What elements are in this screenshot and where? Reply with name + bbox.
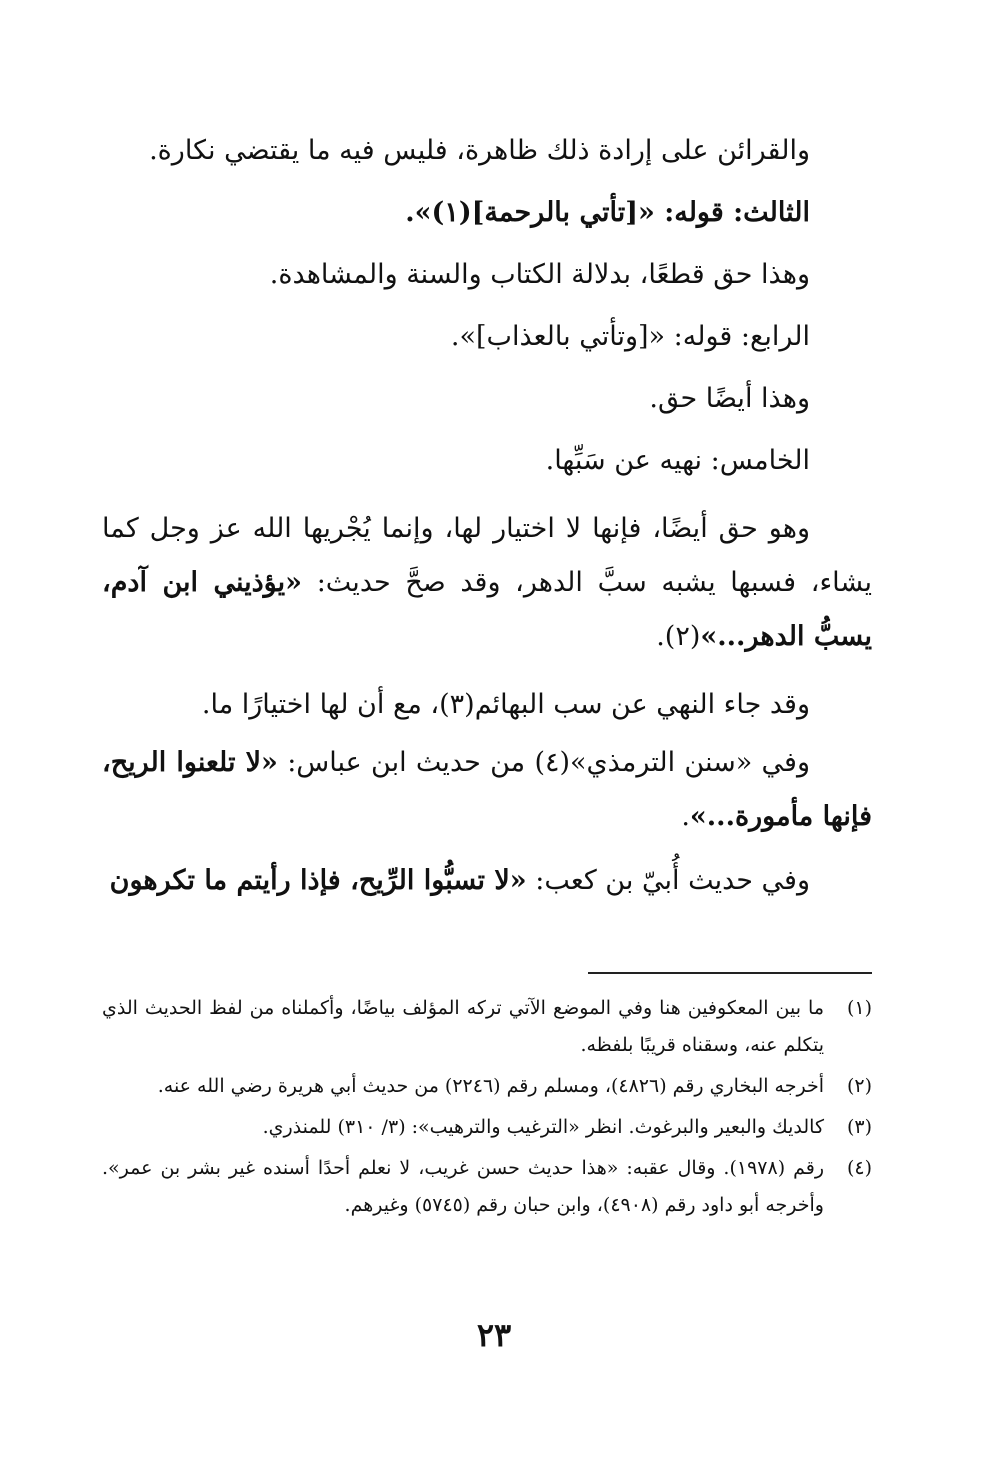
hadith-quote-2: «لا تلعنوا الريح، فإنها مأمورة...» — [102, 747, 872, 832]
text-line-4: الرابع: قوله: «[وتأتي بالعذاب]». — [450, 321, 810, 352]
page-number: ٢٣ — [476, 1316, 512, 1354]
text-line-5: وهذا أيضًا حق. — [649, 383, 810, 414]
paragraph-7-text: وهو حق أيضًا، فإنها لا اختيار لها، وإنما يُجْريها الله عز وجل كما يشاء، فسبها يشبه سبَّ الدهر، وقد صحَّ حديث: — [102, 513, 872, 598]
paragraph-10-text: وفي حديث أُبيّ بن كعب: — [526, 865, 810, 896]
paragraph-9 — [102, 736, 872, 844]
footnote-text: رقم (١٩٧٨). وقال عقبه: «هذا حديث حسن غريب، لا نعلم أحدًا أسنده غير بشر بن عمر». وأخرجه أبو داود رقم (٤٩٠٨)، وابن حبان رقم (٥٧٤٥) وغيرهم. — [102, 1157, 825, 1216]
footnote-text: كالديك والبعير والبرغوث. انظر «الترغيب والترهيب»: (٣/ ٣١٠) للمنذري. — [262, 1116, 824, 1138]
footnote-2 — [102, 1068, 872, 1105]
footnote-4 — [102, 1150, 872, 1224]
paragraph-7-end: (٢). — [656, 621, 701, 652]
text-line-2: الثالث: قوله: «[تأتي بالرحمة](١)». — [405, 197, 810, 228]
footnotes — [102, 990, 872, 1228]
footnote-number: (٢) — [846, 1075, 872, 1097]
footnote-text: أخرجه البخاري رقم (٤٨٢٦)، ومسلم رقم (٢٢٤٦) من حديث أبي هريرة رضي الله عنه. — [157, 1075, 824, 1097]
main-text — [102, 120, 872, 908]
footnote-1 — [102, 990, 872, 1064]
footnote-3 — [102, 1109, 872, 1146]
footnote-number: (٣) — [846, 1116, 872, 1138]
text-line-6: الخامس: نهيه عن سَبِّها. — [545, 445, 810, 476]
paragraph-7 — [102, 502, 872, 664]
footnote-divider — [588, 972, 872, 974]
footnote-number: (٤) — [846, 1157, 872, 1179]
hadith-quote-3: «لا تسبُّوا الرِّيح، فإذا رأيتم ما تكرهون — [109, 865, 527, 896]
paragraph-9-end: . — [681, 801, 690, 832]
footnote-text: ما بين المعكوفين هنا وفي الموضع الآتي تركه المؤلف بياضًا، وأكملناه من لفظ الحديث الذي يتكلم عنه، وسقناه قريبًا بلفظه. — [102, 997, 824, 1056]
paragraph-9-text: وفي «سنن الترمذي»(٤) من حديث ابن عباس: — [277, 747, 810, 778]
footnote-number: (١) — [846, 997, 872, 1019]
paragraph-10 — [102, 854, 872, 908]
text-line-8: وقد جاء النهي عن سب البهائم(٣)، مع أن لها اختيارًا ما. — [201, 689, 810, 720]
text-line-3: وهذا حق قطعًا، بدلالة الكتاب والسنة والمشاهدة. — [269, 259, 810, 290]
text-line-1: والقرائن على إرادة ذلك ظاهرة، فليس فيه ما يقتضي نكارة. — [149, 135, 810, 166]
hadith-quote-1: «يؤذيني ابن آدم، يسبُّ الدهر...» — [102, 567, 872, 652]
